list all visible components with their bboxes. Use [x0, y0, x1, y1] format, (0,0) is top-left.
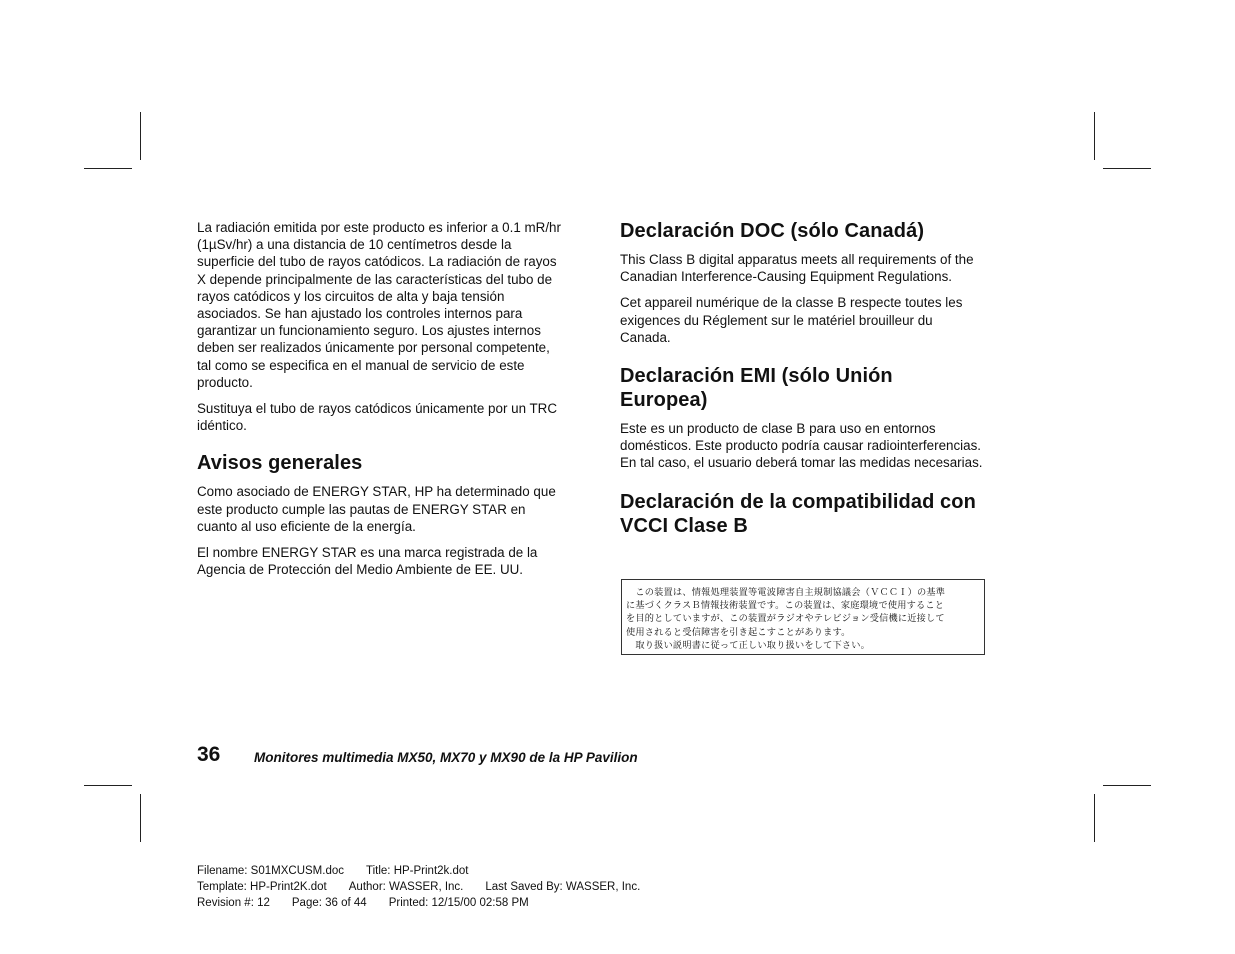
radiation-paragraph: La radiación emitida por este producto es inferior a 0.1 mR/hr (1µSv/hr) a una distancia de 10 centímetros desde la superficie del tubo de rayos catódicos. La radiación de rayos X depende principalmente de las características del tubo de rayos catódicos y los circuitos de alta y baja tensión asociados. Se han ajustado los controles internos para garantizar un funcionamiento seguro. Los ajustes internos deben ser realizados únicamente por personal competente, tal como se especifica en el manual de servicio de este producto.: [197, 220, 561, 390]
crop-mark-top-left-vertical: [140, 112, 141, 160]
author-text: Author: WASSER, Inc.: [348, 881, 464, 893]
emi-paragraph: Este es un producto de clase B para uso en entornos domésticos. Este producto podría causar radiointerferencias. En tal caso, el usuario deberá tomar las medidas necesarias.: [620, 421, 983, 471]
vcci-line: 取り扱い説明書に従って正しい取り扱いをして下さい。: [626, 639, 871, 651]
vcci-line: を目的としていますが、この装置がラジオやテレビジョン受信機に近接して: [626, 613, 945, 625]
vcci-heading: Declaración de la compatibilidad con VCCI Clase B: [620, 490, 976, 537]
file-info-line-2: [197, 879, 662, 895]
running-footer-title: Monitores multimedia MX50, MX70 y MX90 de la HP Pavilion: [254, 750, 638, 765]
crop-mark-top-left-horizontal: [84, 168, 132, 169]
energy-star-trademark-paragraph: El nombre ENERGY STAR es una marca registrada de la Agencia de Protección del Medio Ambiente de EE. UU.: [197, 545, 538, 578]
left-column: [197, 219, 567, 587]
vcci-notice-box: [621, 579, 985, 655]
page-number: 36: [197, 743, 221, 766]
crop-mark-bottom-right-horizontal: [1103, 785, 1151, 786]
doc-canada-heading: Declaración DOC (sólo Canadá): [620, 220, 925, 242]
emi-eu-heading: Declaración EMI (sólo Unión Europea): [620, 365, 893, 412]
crt-replacement-paragraph: Sustituya el tubo de rayos catódicos únicamente por un TRC idéntico.: [197, 401, 558, 434]
last-saved-text: Last Saved By: WASSER, Inc.: [485, 881, 641, 893]
file-info-line-3: [197, 895, 662, 911]
printed-text: Printed: 12/15/00 02:58 PM: [388, 897, 529, 909]
crop-mark-top-right-vertical: [1094, 112, 1095, 160]
file-info-line-1: [197, 863, 662, 879]
crop-mark-bottom-left-vertical: [140, 794, 141, 842]
crop-mark-bottom-left-horizontal: [84, 785, 132, 786]
vcci-line: に基づくクラスＢ情報技術装置です。この装置は、家庭環境で使用すること: [626, 600, 945, 612]
energy-star-paragraph: Como asociado de ENERGY STAR, HP ha determinado que este producto cumple las pautas de ENERGY STAR en cuanto al uso eficiente de la energía.: [197, 484, 556, 534]
vcci-line: 使用されると受信障害を引き起こすことがあります。: [626, 626, 851, 638]
doc-french-paragraph: Cet appareil numérique de la classe B respecte toutes les exigences du Réglement sur le matériel brouilleur du Canada.: [620, 295, 963, 345]
filename-text: Filename: S01MXCUSM.doc: [197, 865, 344, 877]
general-notices-heading: Avisos generales: [197, 452, 363, 475]
crop-mark-top-right-horizontal: [1103, 168, 1151, 169]
revision-text: Revision #: 12: [197, 897, 270, 909]
title-text: Title: HP-Print2k.dot: [366, 865, 469, 877]
crop-mark-bottom-right-vertical: [1094, 794, 1095, 842]
right-column: [620, 219, 985, 546]
file-info-block: [197, 863, 662, 911]
page-count-text: Page: 36 of 44: [291, 897, 367, 909]
template-text: Template: HP-Print2K.dot: [197, 881, 327, 893]
vcci-line: この装置は、情報処理装置等電波障害自主規制協議会（ＶＣＣＩ）の基準: [626, 587, 946, 598]
doc-english-paragraph: This Class B digital apparatus meets all requirements of the Canadian Interference-Causing Equipment Regulations.: [620, 252, 974, 285]
